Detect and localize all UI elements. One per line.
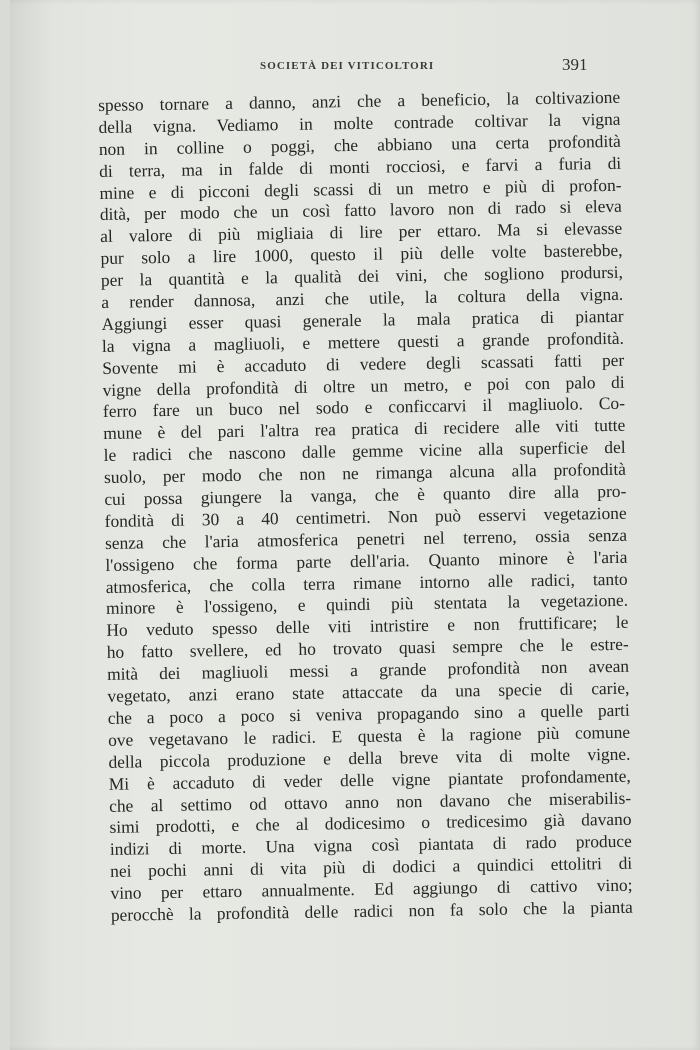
text-line: ove vegetavano le radici. E questa è la ragione più comune [107, 721, 631, 750]
text-line: vigne della profondità di oltre un metro, e poi con palo di [102, 371, 625, 400]
text-line: della piccola produzione e della breve vita di molte vigne. [108, 743, 631, 772]
text-line: mine e di picconi degli scassi di un metro e più di profon- [99, 174, 622, 203]
text-line: al valore di più migliaia di lire per ettaro. Ma si elevasse [100, 218, 623, 247]
text-line: vegetato, anzi erano state attaccate da una specie di carie, [107, 677, 630, 706]
text-line: ho fatto svellere, ed ho trovato quasi sempre che le estre- [106, 633, 629, 663]
text-line: spesso tornare a danno, anzi che a beneficio, la coltivazione [98, 86, 621, 115]
text-line: cui possa giungere la vanga, che è quanto dire alla pro- [104, 480, 627, 509]
text-line: pur solo a lire 1000, questo il più delle volte basterebbe, [100, 240, 623, 269]
text-line: indizi di morte. Una vigna così piantata di rado produce [109, 830, 632, 860]
text-line: nei pochi anni di vita più di dodici a quindici ettolitri di [110, 852, 633, 882]
text-line: Sovente mi è accaduto di vedere degli scassati fatti per [102, 349, 625, 378]
text-line: vino per ettaro annualmente. Ed aggiungo di cattivo vino; [110, 874, 633, 903]
text-line: ferro fare un buco nel sodo e conficcarvi il magliuolo. Co- [102, 393, 626, 422]
text-line: senza che l'aria atmosferica penetri nel terreno, ossia senza [104, 524, 628, 553]
text-line: della vigna. Vediamo in molte contrade coltivar la vigna [98, 108, 621, 137]
text-line: fondità di 30 a 40 centimetri. Non può esservi vegetazione [104, 502, 627, 531]
text-line: mità dei magliuoli messi a grande profondità non avean [106, 655, 630, 685]
text-line: minore è l'ossigeno, e quindi più stentata la vegetazione. [105, 590, 629, 619]
text-line: che al settimo od ottavo anno non davano che miserabilis- [109, 787, 632, 816]
text-line: la vigna a magliuoli, e mettere questi a grande profondità. [101, 327, 625, 356]
text-line: le radici che nascono dalle gemme vicine alla superficie del [103, 437, 626, 466]
running-head: SOCIETÀ DEI VITICOLTORI [260, 60, 435, 72]
body-text [98, 87, 633, 927]
text-line: Ho veduto spesso delle viti intristire e non fruttificare; le [106, 612, 629, 641]
text-line: l'ossigeno che forma parte dell'aria. Quanto minore è l'aria [105, 546, 628, 575]
text-line: mune è del pari l'altra rea pratica di recidere alle viti tutte [103, 415, 626, 444]
text-line: per la quantità e la qualità dei vini, che sogliono prodursi, [100, 261, 624, 291]
text-line: Aggiungi esser quasi generale la mala pratica di piantar [101, 305, 624, 334]
text-line: non in colline o poggi, che abbiano una certa profondità [98, 130, 621, 159]
text-line: di terra, ma in falde di monti rocciosi, e farvi a furia di [99, 152, 622, 181]
text-line: che a poco a poco si veniva propagando sino a quelle parti [107, 699, 630, 728]
text-line: a render dannosa, anzi che utile, la coltura della vigna. [101, 283, 624, 312]
text-line: Mi è accaduto di veder delle vigne piantate profondamente, [108, 765, 631, 794]
book-page [10, 0, 700, 1050]
text-line: perocchè la profondità delle radici non fa solo che la pianta [110, 896, 633, 925]
text-line: simi prodotti, e che al dodicesimo o tredicesimo già davano [109, 809, 632, 838]
text-line: dità, per modo che un così fatto lavoro non di rado si eleva [99, 196, 622, 225]
page-number: 391 [562, 55, 588, 74]
text-line: suolo, per modo che non ne rimanga alcuna alla profondità [103, 458, 627, 488]
text-line: atmosferica, che colla terra rimane intorno alle radici, tanto [105, 568, 628, 597]
page-header [10, 55, 700, 82]
